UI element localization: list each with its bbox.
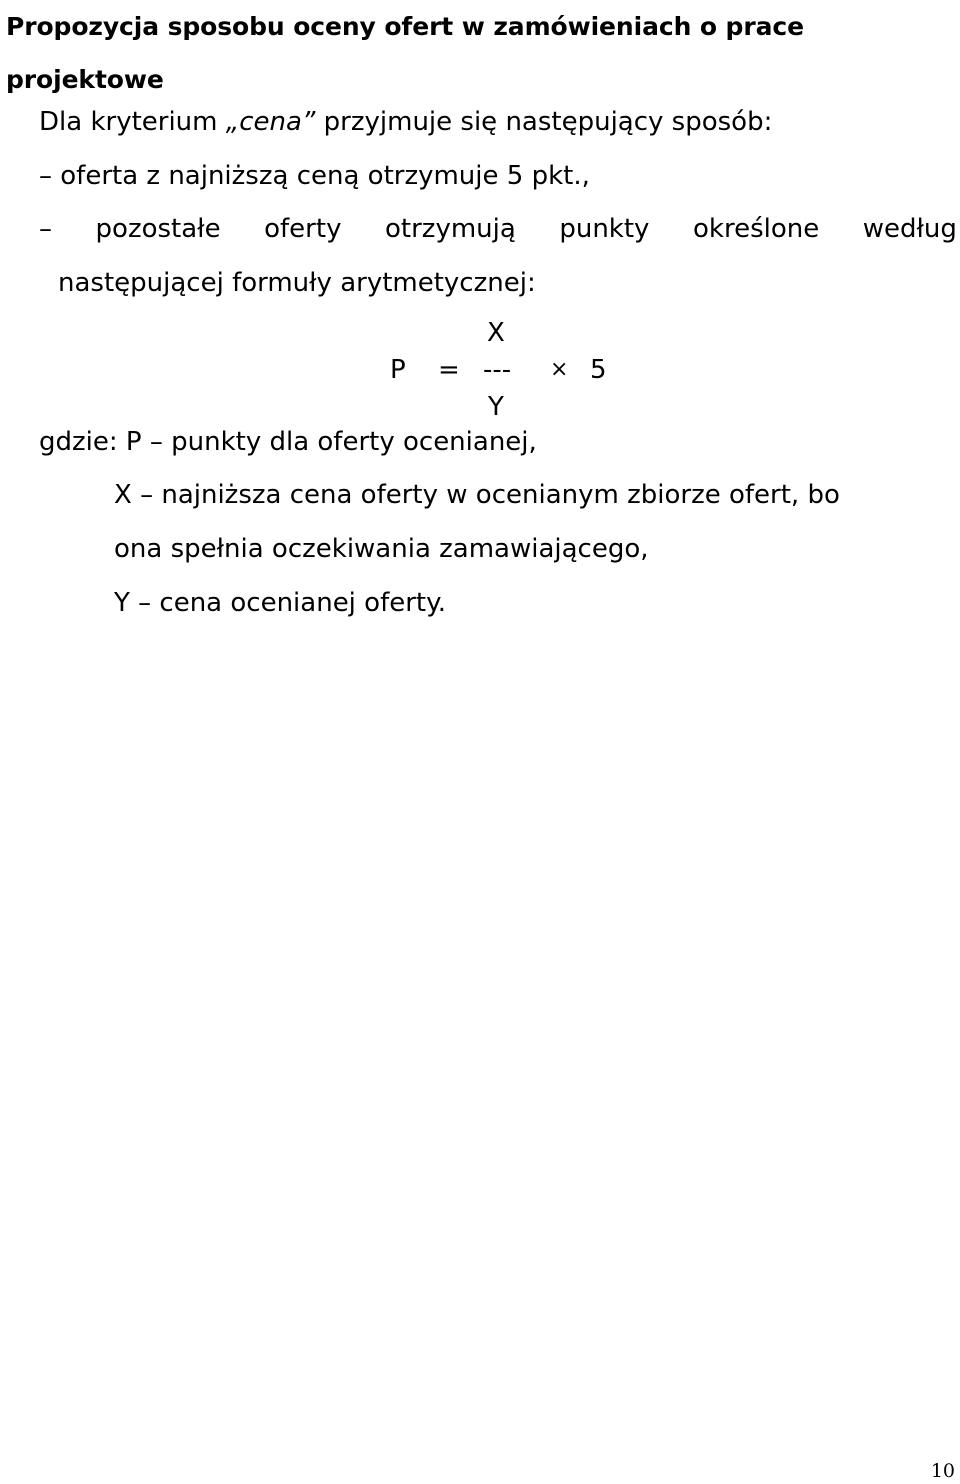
intro-text-after: przyjmuje się następujący sposób: xyxy=(315,107,773,137)
bullet-word: – xyxy=(39,214,52,244)
intro-criterion-name: „cena” xyxy=(225,107,316,137)
bullet-other-offers-continuation: następującej formuły arytmetycznej: xyxy=(58,268,536,298)
formula-equals: = xyxy=(438,355,460,385)
page-number: 10 xyxy=(930,1460,955,1482)
bullet-word: punkty xyxy=(559,214,650,244)
bullet-lowest-price-text: oferta z najniższą ceną otrzymuje 5 pkt., xyxy=(60,161,590,191)
formula-numerator: X xyxy=(487,318,505,348)
document-title: Propozycja sposobu oceny ofert w zamówieniach o prace projektowe xyxy=(6,12,804,94)
formula-denominator: Y xyxy=(488,392,504,422)
definition-x: X – najniższa cena oferty w ocenianym zbiorze ofert, bo xyxy=(114,480,840,510)
criterion-intro xyxy=(39,106,772,138)
bullet-word: pozostałe xyxy=(95,214,221,244)
bullet-lowest-price xyxy=(39,160,590,192)
formula-factor: 5 xyxy=(590,355,607,385)
bullet-other-offers xyxy=(39,213,957,245)
intro-text-before: Dla kryterium xyxy=(39,107,226,137)
bullet-word: oferty xyxy=(264,214,342,244)
definition-p: gdzie: P – punkty dla oferty ocenianej, xyxy=(39,427,537,457)
bullet-word: otrzymują xyxy=(385,214,516,244)
formula-times-icon: × xyxy=(550,357,569,382)
formula-fraction-bar: --- xyxy=(483,355,512,385)
formula-lhs: P xyxy=(390,355,406,385)
definition-x-continuation: ona spełnia oczekiwania zamawiającego, xyxy=(114,534,649,564)
scoring-formula xyxy=(380,318,640,428)
bullet-dash: – xyxy=(39,161,52,191)
bullet-word: określone xyxy=(693,214,820,244)
definition-y: Y – cena ocenianej oferty. xyxy=(114,588,447,618)
bullet-word: według xyxy=(862,214,957,244)
